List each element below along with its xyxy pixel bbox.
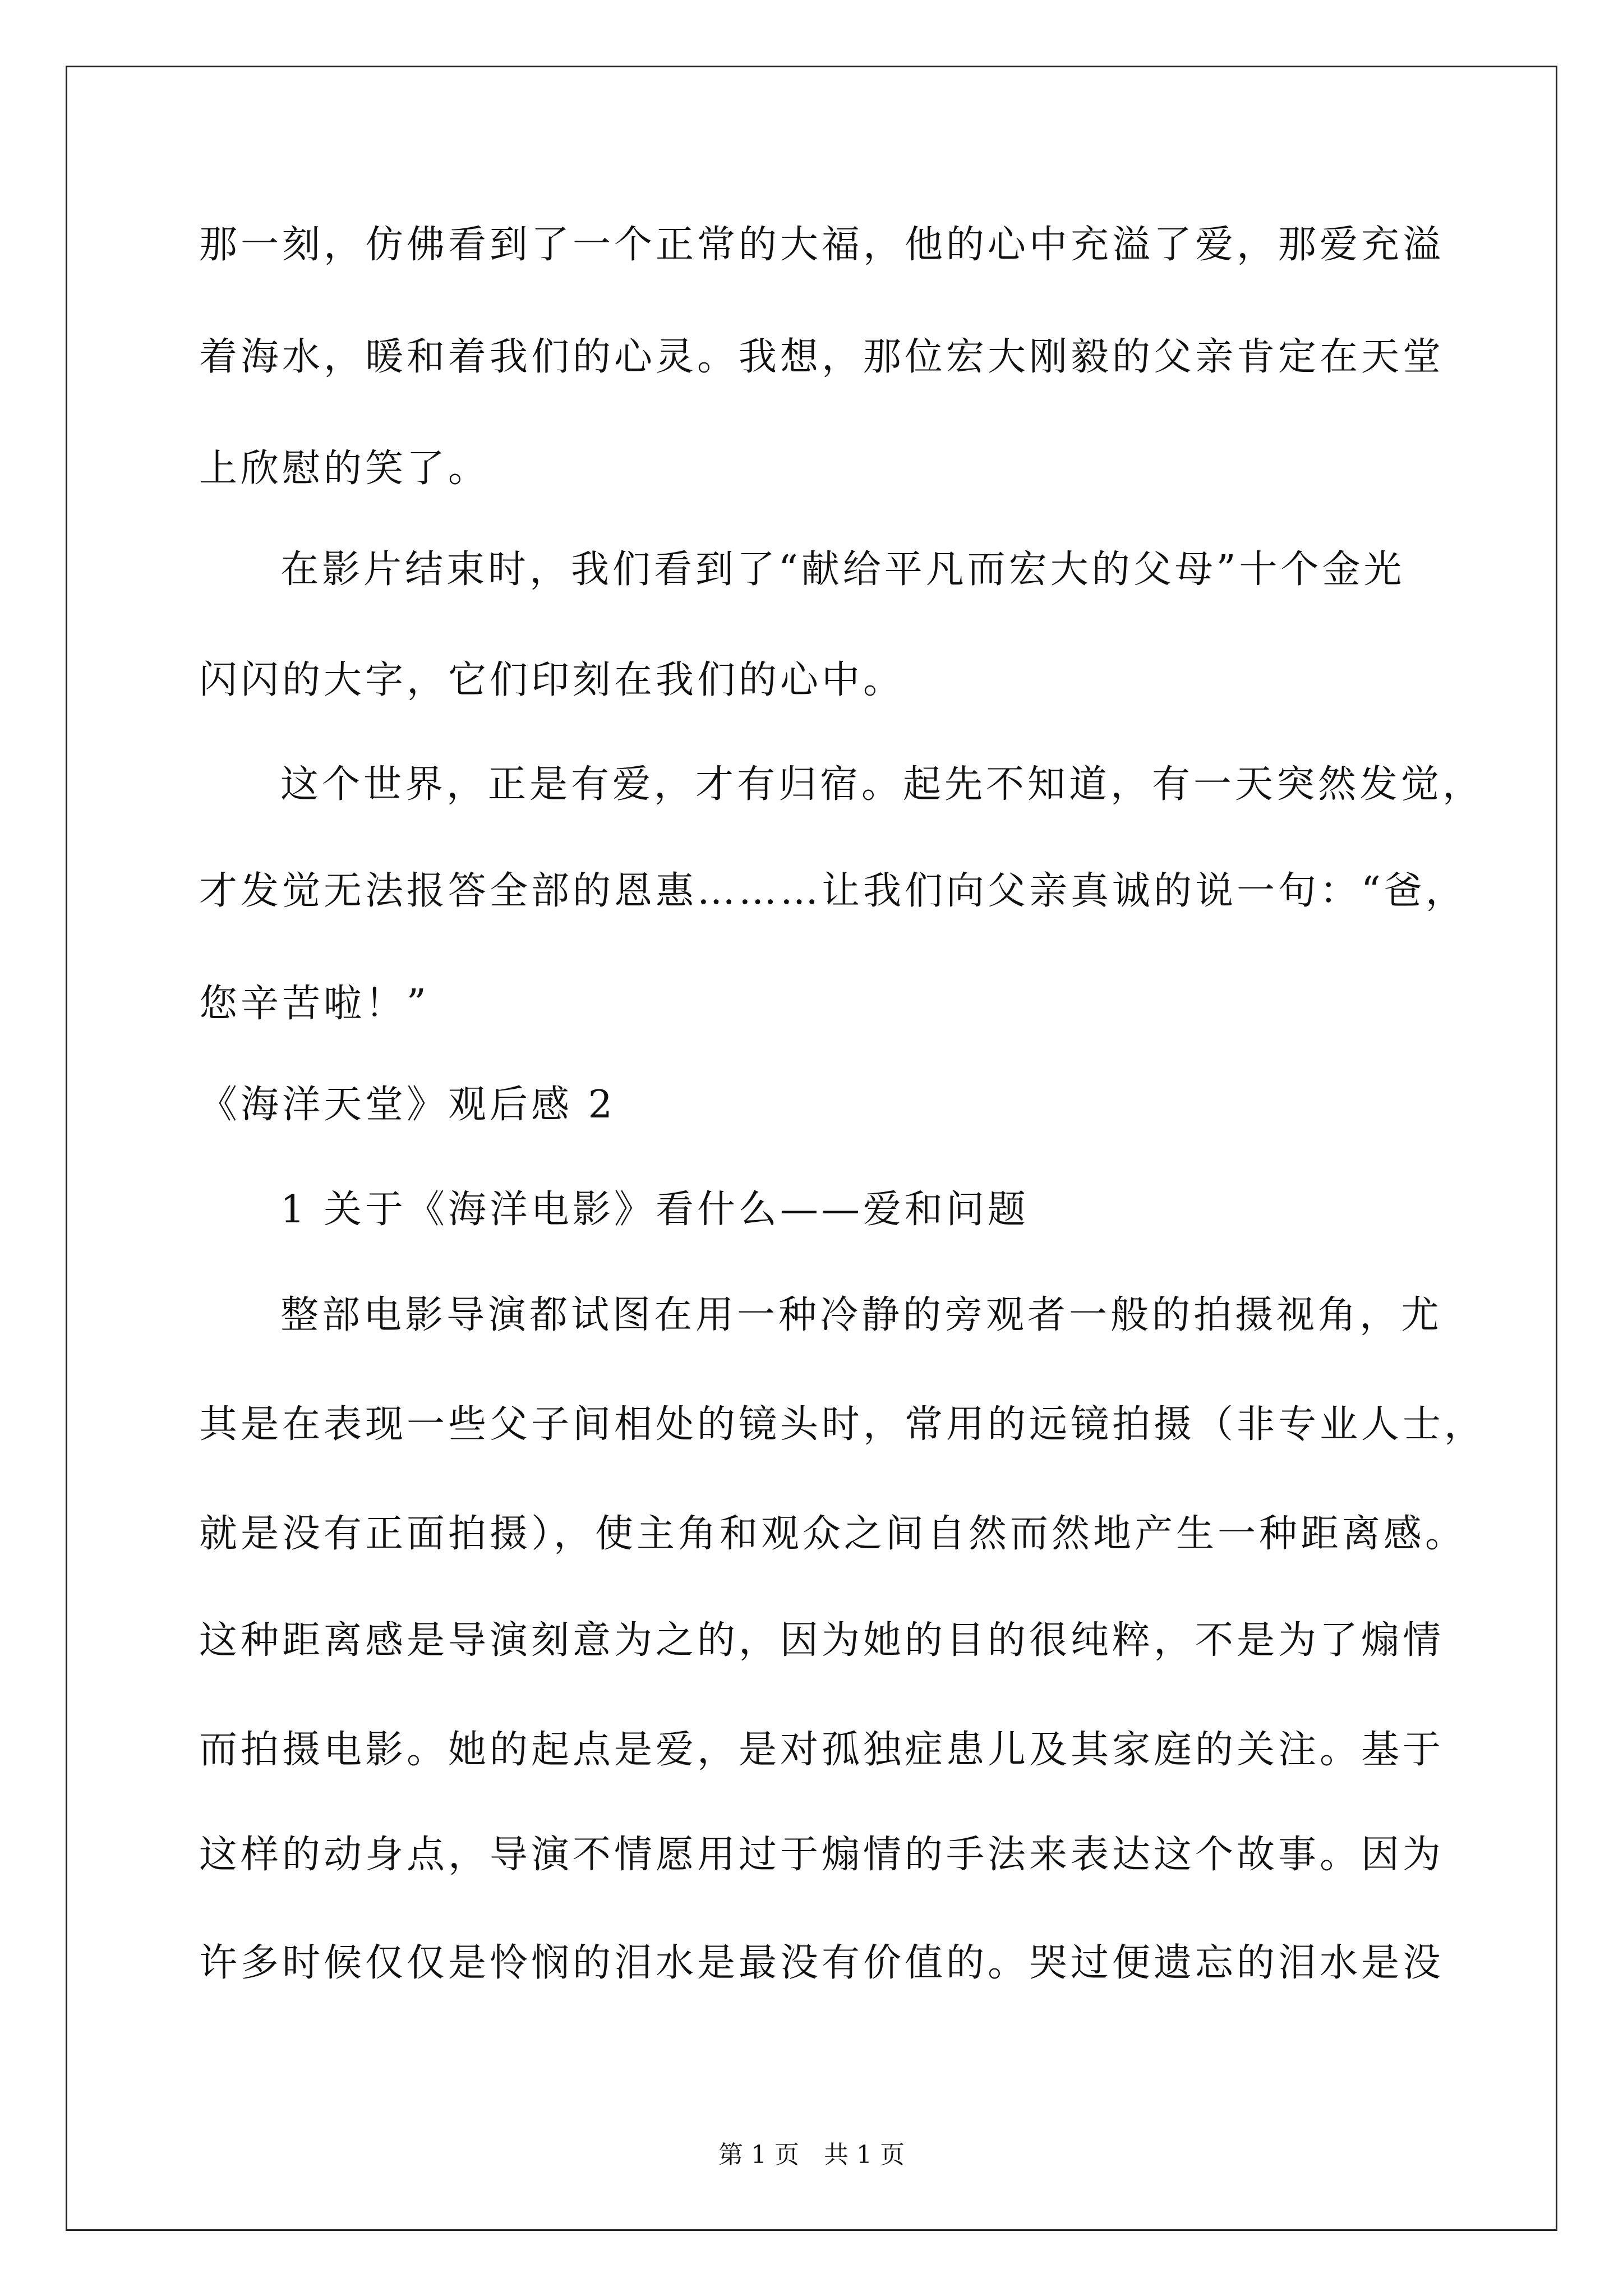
- page-border: [66, 66, 1557, 2231]
- body-line: 整部电影导演都试图在用一种冷静的旁观者一般的拍摄视角，尤: [280, 1293, 1443, 1337]
- body-line: 闪闪的大字，它们印刻在我们的心中。: [199, 658, 905, 702]
- body-line: 而拍摄电影。她的起点是爱，是对孤独症患儿及其家庭的关注。基于: [199, 1728, 1445, 1772]
- body-line: 才发觉无法报答全部的恩惠………让我们向父亲真诚的说一句：“爸，: [199, 869, 1467, 913]
- body-line: 这个世界，正是有爱，才有归宿。起先不知道，有一天突然发觉，: [280, 762, 1484, 807]
- section-heading: 《海洋天堂》观后感 2: [199, 1083, 616, 1127]
- body-line: 上欣慰的笑了。: [199, 447, 490, 491]
- body-line: 许多时候仅仅是怜悯的泪水是最没有价值的。哭过便遗忘的泪水是没: [199, 1941, 1445, 1985]
- body-line: 着海水，暖和着我们的心灵。我想，那位宏大刚毅的父亲肯定在天堂: [199, 335, 1445, 379]
- page-number-footer: 第 1 页 共 1 页: [718, 2141, 905, 2169]
- body-line: 就是没有正面拍摄），使主角和观众之间自然而然地产生一种距离感。: [199, 1512, 1467, 1556]
- body-line: 这种距离感是导演刻意为之的，因为她的目的很纯粹，不是为了煽情: [199, 1618, 1445, 1663]
- body-line: 这样的动身点，导演不情愿用过于煽情的手法来表达这个故事。因为: [199, 1833, 1445, 1877]
- body-line: 那一刻，仿佛看到了一个正常的大福，他的心中充溢了爱，那爱充溢: [199, 223, 1445, 267]
- subsection-heading: 1 关于《海洋电影》看什么——爱和问题: [280, 1188, 1029, 1232]
- body-line: 其是在表现一些父子间相处的镜头时，常用的远镜拍摄（非专业人士，: [199, 1402, 1486, 1447]
- body-line: 您辛苦啦！”: [199, 982, 430, 1026]
- body-line: 在影片结束时，我们看到了“献给平凡而宏大的父母”十个金光: [280, 547, 1405, 592]
